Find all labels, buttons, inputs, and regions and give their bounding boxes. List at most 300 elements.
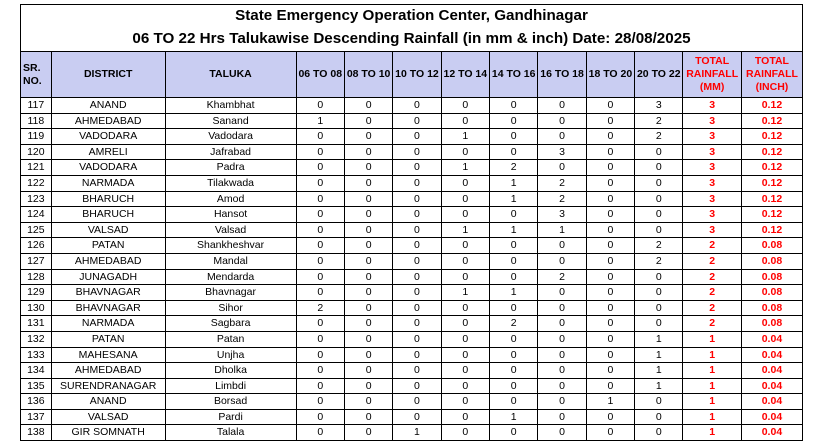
rainfall-slot-cell: 0 — [296, 253, 344, 269]
total-inch-cell: 0.12 — [741, 113, 802, 129]
sr-no-cell: 129 — [21, 285, 51, 301]
district-cell: MAHESANA — [51, 347, 165, 363]
rainfall-slot-cell: 1 — [441, 160, 489, 176]
rainfall-slot-cell: 0 — [538, 363, 586, 379]
total-mm-cell: 2 — [683, 300, 741, 316]
rainfall-slot-cell: 0 — [344, 129, 392, 145]
rainfall-slot-cell: 0 — [296, 175, 344, 191]
rainfall-slot-cell: 0 — [635, 425, 683, 440]
rainfall-slot-cell: 2 — [635, 253, 683, 269]
rainfall-slot-cell: 0 — [296, 394, 344, 410]
rainfall-slot-cell: 0 — [635, 144, 683, 160]
slot-header-0810: 08 TO 10 — [344, 52, 392, 98]
rainfall-slot-cell: 1 — [490, 285, 538, 301]
rainfall-slot-cell: 0 — [538, 409, 586, 425]
rainfall-slot-cell: 0 — [441, 113, 489, 129]
district-cell: AHMEDABAD — [51, 363, 165, 379]
sr-no-cell: 122 — [21, 175, 51, 191]
total-mm-cell: 1 — [683, 409, 741, 425]
rainfall-slot-cell: 0 — [344, 222, 392, 238]
rainfall-slot-cell: 1 — [490, 409, 538, 425]
total-inch-cell: 0.04 — [741, 378, 802, 394]
rainfall-slot-cell: 0 — [441, 409, 489, 425]
taluka-cell: Sagbara — [165, 316, 296, 332]
table-row — [21, 253, 802, 269]
sr-header-line1: SR. — [23, 61, 41, 74]
table-row — [21, 144, 802, 160]
total-inch-cell: 0.12 — [741, 129, 802, 145]
rainfall-slot-cell: 0 — [441, 191, 489, 207]
rainfall-slot-cell: 0 — [586, 207, 634, 223]
rainfall-slot-cell: 2 — [635, 129, 683, 145]
rainfall-slot-cell: 0 — [490, 425, 538, 440]
taluka-cell: Padra — [165, 160, 296, 176]
total-inch-cell: 0.04 — [741, 363, 802, 379]
rainfall-slot-cell: 0 — [393, 316, 441, 332]
rainfall-slot-cell: 0 — [393, 113, 441, 129]
district-cell: GIR SOMNATH — [51, 425, 165, 440]
rainfall-slot-cell: 0 — [586, 425, 634, 440]
rainfall-slot-cell: 0 — [441, 98, 489, 114]
rainfall-slot-cell: 0 — [635, 222, 683, 238]
rainfall-slot-cell: 0 — [490, 113, 538, 129]
district-cell: PATAN — [51, 238, 165, 254]
rainfall-slot-cell: 0 — [635, 175, 683, 191]
rainfall-slot-cell: 0 — [635, 191, 683, 207]
sr-no-cell: 134 — [21, 363, 51, 379]
slot-header-1214: 12 TO 14 — [441, 52, 489, 98]
rainfall-slot-cell: 0 — [586, 191, 634, 207]
rainfall-slot-cell: 0 — [538, 238, 586, 254]
rainfall-slot-cell: 0 — [344, 98, 392, 114]
rainfall-slot-cell: 0 — [586, 316, 634, 332]
rainfall-slot-cell: 0 — [635, 409, 683, 425]
rainfall-slot-cell: 0 — [393, 98, 441, 114]
slot-header-2022: 20 TO 22 — [635, 52, 683, 98]
total-inch-cell: 0.08 — [741, 285, 802, 301]
rainfall-slot-cell: 0 — [586, 378, 634, 394]
rainfall-slot-cell: 0 — [393, 285, 441, 301]
total-mm-cell: 1 — [683, 347, 741, 363]
rainfall-slot-cell: 0 — [538, 98, 586, 114]
rainfall-slot-cell: 0 — [490, 269, 538, 285]
rainfall-slot-cell: 1 — [490, 175, 538, 191]
rainfall-slot-cell: 0 — [344, 409, 392, 425]
slot-header-1618: 16 TO 18 — [538, 52, 586, 98]
rainfall-slot-cell: 1 — [441, 285, 489, 301]
rainfall-slot-cell: 0 — [441, 316, 489, 332]
rainfall-slot-cell: 1 — [441, 222, 489, 238]
rainfall-slot-cell: 0 — [393, 378, 441, 394]
rainfall-slot-cell: 2 — [538, 191, 586, 207]
sr-no-cell: 124 — [21, 207, 51, 223]
rainfall-slot-cell: 1 — [538, 222, 586, 238]
taluka-cell: Mendarda — [165, 269, 296, 285]
total-mm-cell: 1 — [683, 363, 741, 379]
table-row — [21, 347, 802, 363]
total-inch-cell: 0.08 — [741, 238, 802, 254]
rainfall-slot-cell: 0 — [296, 331, 344, 347]
table-row — [21, 363, 802, 379]
table-row — [21, 378, 802, 394]
district-cell: VALSAD — [51, 409, 165, 425]
rainfall-slot-cell: 1 — [296, 113, 344, 129]
rainfall-slot-cell: 0 — [586, 285, 634, 301]
taluka-cell: Sanand — [165, 113, 296, 129]
rainfall-slot-cell: 0 — [490, 98, 538, 114]
taluka-cell: Amod — [165, 191, 296, 207]
total-mm-cell: 2 — [683, 285, 741, 301]
rainfall-slot-cell: 0 — [344, 191, 392, 207]
sr-no-cell: 125 — [21, 222, 51, 238]
rainfall-slot-cell: 0 — [393, 238, 441, 254]
rainfall-slot-cell: 0 — [635, 300, 683, 316]
rainfall-slot-cell: 0 — [538, 347, 586, 363]
rainfall-slot-cell: 0 — [344, 378, 392, 394]
rainfall-slot-cell: 0 — [586, 222, 634, 238]
rainfall-slot-cell: 0 — [441, 253, 489, 269]
sr-no-cell: 117 — [21, 98, 51, 114]
rainfall-slot-cell: 0 — [490, 207, 538, 223]
rainfall-slot-cell: 0 — [441, 363, 489, 379]
total-mm-cell: 1 — [683, 378, 741, 394]
total-mm-cell: 3 — [683, 98, 741, 114]
rainfall-slot-cell: 1 — [490, 222, 538, 238]
rainfall-slot-cell: 0 — [538, 331, 586, 347]
rainfall-slot-cell: 0 — [344, 347, 392, 363]
taluka-cell: Mandal — [165, 253, 296, 269]
rainfall-slot-cell: 0 — [635, 160, 683, 176]
taluka-header: TALUKA — [165, 52, 296, 98]
rainfall-slot-cell: 0 — [635, 394, 683, 410]
rainfall-slot-cell: 1 — [635, 347, 683, 363]
district-cell: SURENDRANAGAR — [51, 378, 165, 394]
rainfall-slot-cell: 0 — [344, 285, 392, 301]
rainfall-slot-cell: 0 — [441, 238, 489, 254]
total-mm-cell: 2 — [683, 316, 741, 332]
rainfall-slot-cell: 0 — [538, 160, 586, 176]
total-mm-cell: 3 — [683, 222, 741, 238]
rainfall-slot-cell: 0 — [538, 300, 586, 316]
rainfall-slot-cell: 0 — [586, 253, 634, 269]
total-inch-cell: 0.04 — [741, 347, 802, 363]
rainfall-slot-cell: 0 — [441, 300, 489, 316]
total-mm-cell: 2 — [683, 238, 741, 254]
rainfall-slot-cell: 0 — [441, 394, 489, 410]
rainfall-slot-cell: 2 — [490, 316, 538, 332]
taluka-cell: Hansot — [165, 207, 296, 223]
rainfall-slot-cell: 2 — [296, 300, 344, 316]
rainfall-slot-cell: 0 — [296, 238, 344, 254]
rainfall-slot-cell: 0 — [296, 269, 344, 285]
total-mm-line2: RAINFALL — [686, 68, 739, 80]
district-cell: AHMEDABAD — [51, 253, 165, 269]
taluka-cell: Valsad — [165, 222, 296, 238]
taluka-cell: Sihor — [165, 300, 296, 316]
table-header-row — [21, 52, 802, 98]
total-inch-cell: 0.12 — [741, 191, 802, 207]
rainfall-slot-cell: 0 — [393, 222, 441, 238]
sr-no-cell: 123 — [21, 191, 51, 207]
rainfall-slot-cell: 0 — [538, 378, 586, 394]
total-inch-line3: (INCH) — [755, 81, 789, 93]
rainfall-slot-cell: 0 — [490, 238, 538, 254]
district-cell: BHAVNAGAR — [51, 300, 165, 316]
district-cell: VADODARA — [51, 129, 165, 145]
total-inch-cell: 0.12 — [741, 98, 802, 114]
table-row — [21, 175, 802, 191]
taluka-cell: Borsad — [165, 394, 296, 410]
rainfall-slot-cell: 0 — [344, 363, 392, 379]
taluka-cell: Bhavnagar — [165, 285, 296, 301]
district-cell: PATAN — [51, 331, 165, 347]
sr-no-cell: 136 — [21, 394, 51, 410]
sr-no-cell: 121 — [21, 160, 51, 176]
table-row — [21, 300, 802, 316]
table-row — [21, 425, 802, 440]
total-mm-cell: 3 — [683, 175, 741, 191]
rainfall-slot-cell: 0 — [586, 269, 634, 285]
rainfall-slot-cell: 0 — [296, 316, 344, 332]
rainfall-slot-cell: 0 — [441, 378, 489, 394]
district-cell: AMRELI — [51, 144, 165, 160]
sr-no-cell: 126 — [21, 238, 51, 254]
total-inch-cell: 0.12 — [741, 160, 802, 176]
total-mm-cell: 1 — [683, 331, 741, 347]
total-mm-cell: 3 — [683, 160, 741, 176]
rainfall-slot-cell: 3 — [538, 144, 586, 160]
rainfall-slot-cell: 0 — [393, 160, 441, 176]
taluka-cell: Vadodara — [165, 129, 296, 145]
taluka-cell: Unjha — [165, 347, 296, 363]
district-cell: VADODARA — [51, 160, 165, 176]
total-inch-cell: 0.04 — [741, 394, 802, 410]
sr-no-cell: 130 — [21, 300, 51, 316]
rainfall-slot-cell: 0 — [393, 129, 441, 145]
table-row — [21, 129, 802, 145]
rainfall-slot-cell: 0 — [296, 98, 344, 114]
total-inch-cell: 0.04 — [741, 331, 802, 347]
table-row — [21, 238, 802, 254]
district-cell: AHMEDABAD — [51, 113, 165, 129]
rainfall-slot-cell: 1 — [490, 191, 538, 207]
sr-no-cell: 128 — [21, 269, 51, 285]
rainfall-slot-cell: 1 — [635, 331, 683, 347]
slot-header-0608: 06 TO 08 — [296, 52, 344, 98]
rainfall-slot-cell: 0 — [538, 394, 586, 410]
table-row — [21, 207, 802, 223]
rainfall-slot-cell: 1 — [586, 394, 634, 410]
slot-header-1416: 14 TO 16 — [490, 52, 538, 98]
rainfall-slot-cell: 0 — [393, 300, 441, 316]
rainfall-slot-cell: 0 — [586, 113, 634, 129]
rainfall-slot-cell: 0 — [296, 160, 344, 176]
rainfall-slot-cell: 0 — [586, 98, 634, 114]
table-row — [21, 331, 802, 347]
rainfall-slot-cell: 0 — [296, 191, 344, 207]
rainfall-slot-cell: 0 — [490, 129, 538, 145]
rainfall-slot-cell: 0 — [538, 129, 586, 145]
report-subtitle: 06 TO 22 Hrs Talukawise Descending Rainfall (in mm & inch) Date: 28/08/2025 — [21, 27, 802, 52]
rainfall-slot-cell: 0 — [586, 175, 634, 191]
rainfall-slot-cell: 1 — [635, 378, 683, 394]
sr-no-cell: 131 — [21, 316, 51, 332]
rainfall-slot-cell: 0 — [344, 253, 392, 269]
table-body — [21, 98, 802, 441]
rainfall-slot-cell: 0 — [635, 269, 683, 285]
rainfall-slot-cell: 0 — [393, 191, 441, 207]
rainfall-slot-cell: 0 — [296, 144, 344, 160]
total-mm-cell: 3 — [683, 129, 741, 145]
total-mm-cell: 3 — [683, 144, 741, 160]
rainfall-slot-cell: 0 — [393, 331, 441, 347]
rainfall-slot-cell: 0 — [393, 347, 441, 363]
rainfall-slot-cell: 1 — [441, 129, 489, 145]
total-inch-header — [741, 52, 802, 98]
rainfall-slot-cell: 0 — [393, 409, 441, 425]
table-row — [21, 113, 802, 129]
total-mm-cell: 1 — [683, 394, 741, 410]
rainfall-slot-cell: 0 — [441, 144, 489, 160]
rainfall-report-sheet — [20, 4, 803, 441]
rainfall-slot-cell: 0 — [344, 300, 392, 316]
table-row — [21, 316, 802, 332]
taluka-cell: Shankheshvar — [165, 238, 296, 254]
rainfall-slot-cell: 0 — [538, 425, 586, 440]
rainfall-slot-cell: 2 — [635, 113, 683, 129]
rainfall-slot-cell: 0 — [635, 207, 683, 223]
district-cell: ANAND — [51, 394, 165, 410]
district-cell: ANAND — [51, 98, 165, 114]
slot-header-1012: 10 TO 12 — [393, 52, 441, 98]
total-inch-cell: 0.08 — [741, 316, 802, 332]
taluka-cell: Khambhat — [165, 98, 296, 114]
district-cell: BHAVNAGAR — [51, 285, 165, 301]
total-inch-cell: 0.12 — [741, 207, 802, 223]
rainfall-slot-cell: 0 — [586, 363, 634, 379]
rainfall-slot-cell: 0 — [490, 394, 538, 410]
rainfall-slot-cell: 0 — [344, 160, 392, 176]
rainfall-slot-cell: 0 — [296, 378, 344, 394]
total-inch-cell: 0.12 — [741, 222, 802, 238]
rainfall-slot-cell: 0 — [296, 222, 344, 238]
total-inch-line1: TOTAL — [754, 55, 789, 67]
rainfall-slot-cell: 0 — [344, 238, 392, 254]
rainfall-slot-cell: 0 — [344, 175, 392, 191]
total-inch-cell: 0.04 — [741, 409, 802, 425]
rainfall-slot-cell: 0 — [538, 316, 586, 332]
district-cell: JUNAGADH — [51, 269, 165, 285]
rainfall-slot-cell: 0 — [296, 207, 344, 223]
sr-no-cell: 135 — [21, 378, 51, 394]
rainfall-slot-cell: 0 — [393, 269, 441, 285]
rainfall-slot-cell: 0 — [490, 331, 538, 347]
rainfall-slot-cell: 0 — [441, 207, 489, 223]
table-row — [21, 98, 802, 114]
rainfall-slot-cell: 0 — [441, 269, 489, 285]
table-row — [21, 191, 802, 207]
table-row — [21, 409, 802, 425]
report-title: State Emergency Operation Center, Gandhinagar — [235, 7, 588, 24]
rainfall-slot-cell: 3 — [635, 98, 683, 114]
rainfall-slot-cell: 2 — [538, 269, 586, 285]
sr-no-cell: 127 — [21, 253, 51, 269]
total-inch-cell: 0.12 — [741, 144, 802, 160]
rainfall-slot-cell: 0 — [586, 144, 634, 160]
rainfall-slot-cell: 0 — [296, 425, 344, 440]
rainfall-slot-cell: 2 — [490, 160, 538, 176]
rainfall-slot-cell: 0 — [296, 285, 344, 301]
taluka-cell: Tilakwada — [165, 175, 296, 191]
total-mm-cell: 3 — [683, 191, 741, 207]
taluka-cell: Patan — [165, 331, 296, 347]
rainfall-slot-cell: 0 — [490, 378, 538, 394]
taluka-cell: Dholka — [165, 363, 296, 379]
rainfall-slot-cell: 0 — [538, 253, 586, 269]
rainfall-slot-cell: 0 — [538, 285, 586, 301]
total-mm-header — [683, 52, 741, 98]
district-cell: BHARUCH — [51, 207, 165, 223]
total-mm-cell: 2 — [683, 269, 741, 285]
slot-header-1820: 18 TO 20 — [586, 52, 634, 98]
district-cell: NARMADA — [51, 175, 165, 191]
rainfall-slot-cell: 0 — [344, 331, 392, 347]
total-mm-cell: 2 — [683, 253, 741, 269]
rainfall-slot-cell: 0 — [586, 331, 634, 347]
table-row — [21, 285, 802, 301]
rainfall-slot-cell: 0 — [296, 363, 344, 379]
total-inch-cell: 0.08 — [741, 300, 802, 316]
rainfall-slot-cell: 0 — [490, 300, 538, 316]
taluka-cell: Limbdi — [165, 378, 296, 394]
sr-no-cell: 119 — [21, 129, 51, 145]
sr-no-cell: 118 — [21, 113, 51, 129]
sr-no-cell: 132 — [21, 331, 51, 347]
rainfall-slot-cell: 2 — [635, 238, 683, 254]
taluka-cell: Pardi — [165, 409, 296, 425]
rainfall-slot-cell: 0 — [441, 425, 489, 440]
sr-no-cell: 133 — [21, 347, 51, 363]
rainfall-slot-cell: 0 — [393, 207, 441, 223]
rainfall-slot-cell: 0 — [490, 347, 538, 363]
rainfall-slot-cell: 0 — [393, 253, 441, 269]
rainfall-slot-cell: 0 — [586, 409, 634, 425]
rainfall-slot-cell: 0 — [393, 175, 441, 191]
total-inch-line2: RAINFALL — [745, 68, 798, 80]
district-cell: NARMADA — [51, 316, 165, 332]
district-header: DISTRICT — [51, 52, 165, 98]
rainfall-slot-cell: 1 — [393, 425, 441, 440]
table-row — [21, 222, 802, 238]
sr-no-cell: 137 — [21, 409, 51, 425]
district-cell: BHARUCH — [51, 191, 165, 207]
sr-no-header — [21, 52, 51, 98]
rainfall-slot-cell: 0 — [635, 316, 683, 332]
rainfall-slot-cell: 1 — [635, 363, 683, 379]
rainfall-slot-cell: 0 — [344, 316, 392, 332]
rainfall-slot-cell: 0 — [344, 113, 392, 129]
rainfall-slot-cell: 0 — [296, 409, 344, 425]
taluka-cell: Jafrabad — [165, 144, 296, 160]
rainfall-slot-cell: 0 — [635, 285, 683, 301]
table-row — [21, 160, 802, 176]
rainfall-slot-cell: 0 — [344, 394, 392, 410]
taluka-cell: Talala — [165, 425, 296, 440]
rainfall-slot-cell: 0 — [538, 113, 586, 129]
rainfall-table — [21, 52, 802, 440]
rainfall-slot-cell: 0 — [393, 394, 441, 410]
total-inch-cell: 0.08 — [741, 253, 802, 269]
